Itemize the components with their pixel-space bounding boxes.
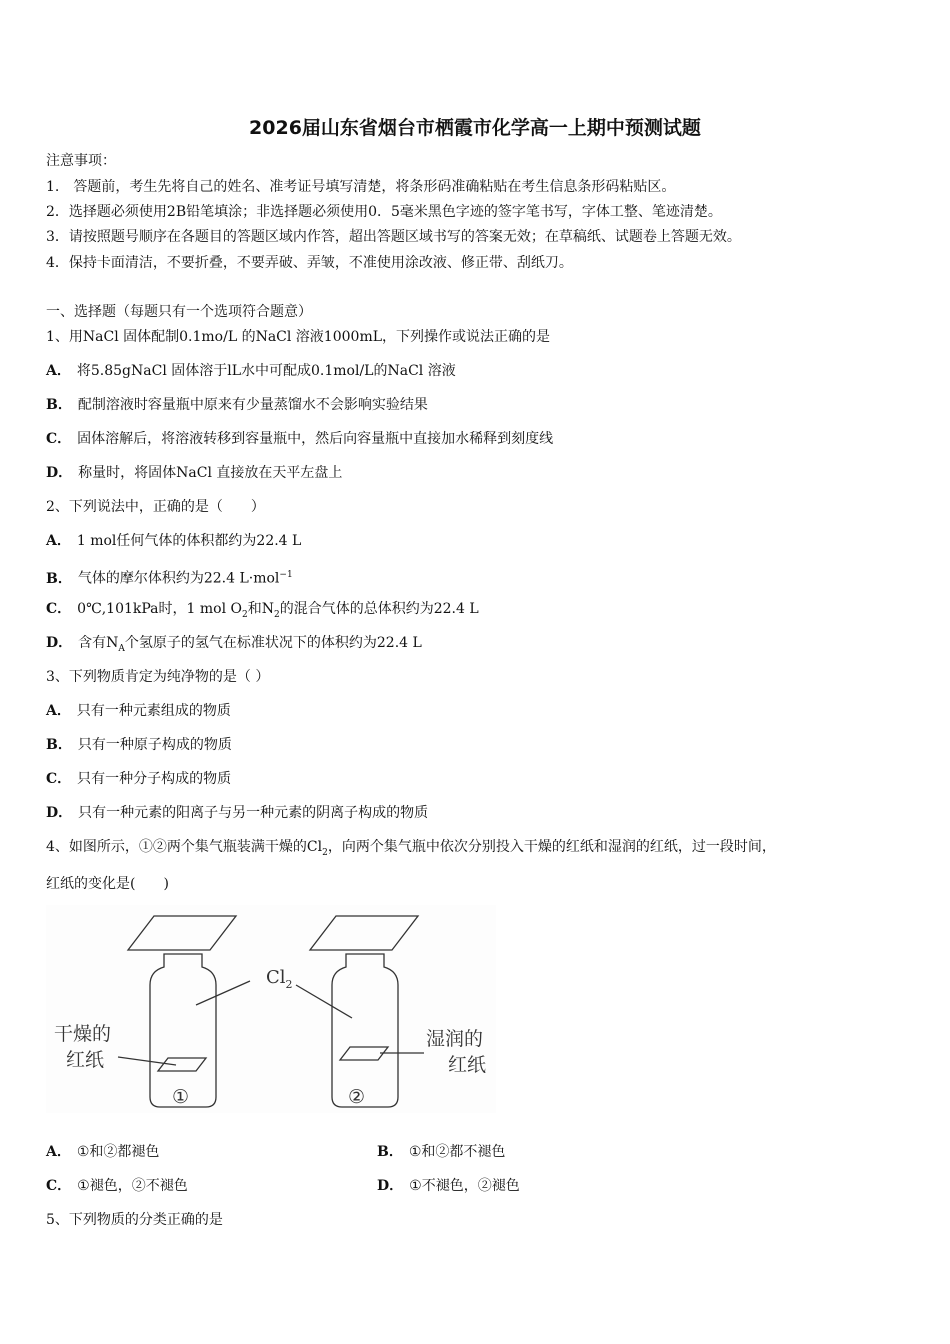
wet-label-line1: 湿润的 (426, 1028, 484, 1050)
q2-option-d (46, 634, 422, 658)
option-text: 只有一种元素组成的物质 (76, 703, 231, 719)
option-text: 气体的摩尔体积约为22.4 L·mol (77, 570, 280, 587)
figure-svg (46, 905, 496, 1113)
option-letter: A． (46, 703, 71, 719)
q1-option-a (46, 362, 456, 380)
q4-option-c (46, 1177, 188, 1195)
q2-option-c (46, 600, 479, 624)
paper-dry (158, 1058, 206, 1071)
option-text: ①和②都不褪色 (408, 1144, 506, 1160)
q3-option-b (46, 736, 232, 754)
option-letter: A． (46, 533, 71, 549)
option-letter: D． (377, 1178, 404, 1194)
q2-stem: 2、下列说法中，正确的是（ ） (46, 499, 265, 515)
option-letter: B． (46, 397, 72, 413)
q3-stem: 3、下列物质肯定为纯净物的是（ ） (46, 669, 270, 685)
bottle-1-label: ① (172, 1086, 190, 1108)
option-text: 和N (247, 601, 274, 617)
subscript: 2 (273, 609, 280, 620)
notice-item-3: 3．请按照题号顺序在各题目的答题区域内作答，超出答题区域书写的答案无效；在草稿纸、试题卷上答题无效。 (46, 229, 741, 245)
stem-text: 4、如图所示，①②两个集气瓶装满干燥的Cl (46, 839, 323, 855)
dry-label-line1: 干燥的 (54, 1023, 112, 1045)
option-letter: C． (46, 601, 72, 617)
notice-item-1: 1. 答题前，考生先将自己的姓名、准考证号填写清楚，将条形码准确粘贴在考生信息条形码粘贴区。 (46, 179, 676, 195)
option-text: 只有一种分子构成的物质 (77, 771, 232, 787)
option-text: ①褪色，②不褪色 (77, 1178, 188, 1194)
option-text: 的混合气体的总体积约为22.4 L (279, 601, 479, 617)
subscript: 2 (322, 847, 328, 858)
option-letter: C． (46, 1178, 72, 1194)
q4-option-b (377, 1143, 505, 1161)
q1-option-b (46, 396, 428, 414)
glass-cover-plate-1 (128, 916, 236, 950)
q1-stem: 1、用NaCl 固体配制0.1mo/L 的NaCl 溶液1000mL，下列操作或说法正确的是 (46, 329, 551, 345)
bottle-body-1 (150, 954, 216, 1107)
option-letter: A． (46, 363, 71, 379)
q5-stem: 5、下列物质的分类正确的是 (46, 1212, 223, 1228)
wet-label-line2: 红纸 (448, 1054, 487, 1076)
q4-stem (46, 838, 776, 862)
q4-option-d (377, 1177, 520, 1195)
q1-option-d (46, 464, 342, 482)
option-text: ①和②都褪色 (76, 1144, 160, 1160)
option-text: 0℃,101kPa时，1 mol O (77, 601, 242, 617)
option-letter: C． (46, 771, 72, 787)
option-text: 1 mol任何气体的体积都约为22.4 L (76, 533, 302, 549)
notice-heading: 注意事项： (46, 153, 116, 169)
option-letter: D． (46, 805, 73, 821)
option-letter: B． (46, 570, 72, 587)
q4-stem-line2: 红纸的变化是( ) (46, 876, 169, 892)
q2-option-a (46, 532, 301, 550)
q3-option-d (46, 804, 428, 822)
superscript: −1 (279, 570, 293, 580)
option-text: 含有N (78, 635, 119, 651)
option-text: 只有一种元素的阳离子与另一种元素的阴离子构成的物质 (78, 805, 429, 821)
pointer-line-1 (196, 981, 250, 1005)
option-text: 将5.85gNaCl 固体溶于lL水中可配成0.1mol/L的NaCl 溶液 (76, 363, 456, 379)
option-text: 称量时，将固体NaCl 直接放在天平左盘上 (78, 465, 343, 481)
option-text: 配制溶液时容量瓶中原来有少量蒸馏水不会影响实验结果 (77, 397, 428, 413)
section-heading: 一、选择题（每题只有一个选项符合题意） (46, 304, 312, 320)
page-title: 2026届山东省烟台市栖霞市化学高一上期中预测试题 (249, 117, 701, 139)
bottle-2-label: ② (348, 1086, 366, 1108)
option-letter: A． (46, 1144, 71, 1160)
option-letter: B． (46, 737, 72, 753)
q2-option-b (46, 566, 293, 588)
q1-option-c (46, 430, 553, 448)
option-letter: B． (377, 1144, 403, 1160)
q4-option-a (46, 1143, 159, 1161)
subscript: 2 (241, 609, 248, 620)
notice-item-2: 2．选择题必须使用2B铅笔填涂；非选择题必须使用0．5毫米黑色字迹的签字笔书写，字体工整、笔迹清楚。 (46, 204, 722, 220)
option-letter: C． (46, 431, 72, 447)
option-letter: D． (46, 465, 73, 481)
option-text: 个氢原子的氢气在标准状况下的体积约为22.4 L (124, 635, 422, 651)
stem-text: ，向两个集气瓶中依次分别投入干燥的红纸和湿润的红纸，过一段时间， (327, 839, 776, 855)
subscript: A (118, 643, 125, 654)
pointer-line-2 (296, 985, 352, 1018)
bottle-body-2 (332, 954, 398, 1107)
q3-option-c (46, 770, 231, 788)
glass-cover-plate-2 (310, 916, 418, 950)
notice-item-4: 4．保持卡面清洁，不要折叠，不要弄破、弄皱，不准使用涂改液、修正带、刮纸刀。 (46, 255, 573, 271)
dry-label-line2: 红纸 (66, 1049, 105, 1071)
option-text: ①不褪色，②褪色 (409, 1178, 520, 1194)
option-text: 只有一种原子构成的物质 (77, 737, 232, 753)
option-text: 固体溶解后，将溶液转移到容量瓶中，然后向容量瓶中直接加水稀释到刻度线 (77, 431, 554, 447)
option-letter: D． (46, 635, 73, 651)
gas-bottle-figure (46, 905, 496, 1113)
q3-option-a (46, 702, 231, 720)
gas-label: $Cl_2$ (266, 967, 293, 991)
